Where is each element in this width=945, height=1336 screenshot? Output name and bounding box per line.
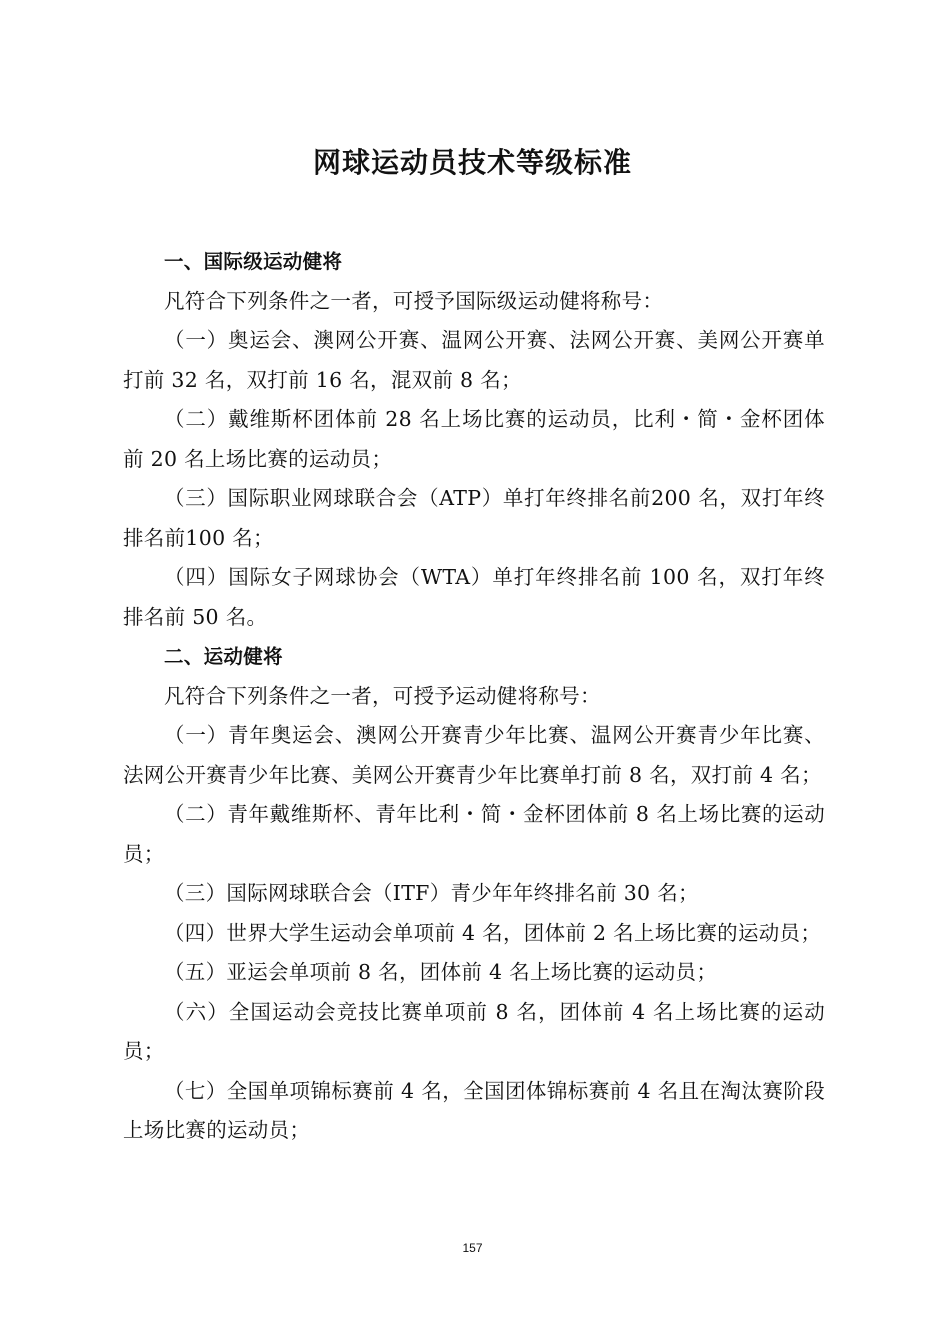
section-heading-master: 二、运动健将: [164, 645, 283, 668]
paragraph-item: （七）全国单项锦标赛前 4 名，全国团体锦标赛前 4 名且在淘汰赛阶段上场比赛的运动员；: [123, 1078, 825, 1142]
paragraph-item: （四）国际女子网球协会（WTA）单打年终排名前 100 名，双打年终排名前 50 名。: [123, 565, 825, 629]
page-title: 网球运动员技术等级标准: [312, 146, 632, 179]
paragraph-item: （一）奥运会、澳网公开赛、温网公开赛、法网公开赛、美网公开赛单打前 32 名，双打前 16 名，混双前 8 名；: [123, 328, 825, 392]
paragraph-item: （二）青年戴维斯杯、青年比利・简・金杯团体前 8 名上场比赛的运动员；: [123, 802, 825, 866]
paragraph-item: （六）全国运动会竞技比赛单项前 8 名，团体前 4 名上场比赛的运动员；: [123, 999, 825, 1063]
paragraph-item: （四）世界大学生运动会单项前 4 名，团体前 2 名上场比赛的运动员；: [164, 920, 822, 945]
page-number: 157: [462, 1241, 483, 1255]
paragraph-item: （五）亚运会单项前 8 名，团体前 4 名上场比赛的运动员；: [164, 960, 718, 984]
document-body: [123, 242, 825, 1151]
section-heading-international-master: 一、国际级运动健将: [164, 250, 343, 273]
paragraph-item: （一）青年奥运会、澳网公开赛青少年比赛、温网公开赛青少年比赛、法网公开赛青少年比赛、美网公开赛青少年比赛单打前 8 名，双打前 4 名；: [123, 723, 825, 787]
paragraph-item: （二）戴维斯杯团体前 28 名上场比赛的运动员，比利・简・金杯团体前 20 名上场比赛的运动员；: [123, 407, 825, 471]
paragraph-intro-master: 凡符合下列条件之一者，可授予运动健将称号：: [164, 683, 601, 708]
paragraph-item: （三）国际职业网球联合会（ATP）单打年终排名前200 名，双打年终排名前100 名；: [123, 486, 825, 550]
paragraph-intro-international: 凡符合下列条件之一者，可授予国际级运动健将称号：: [164, 288, 664, 313]
paragraph-item: （三）国际网球联合会（ITF）青少年年终排名前 30 名；: [164, 881, 699, 905]
